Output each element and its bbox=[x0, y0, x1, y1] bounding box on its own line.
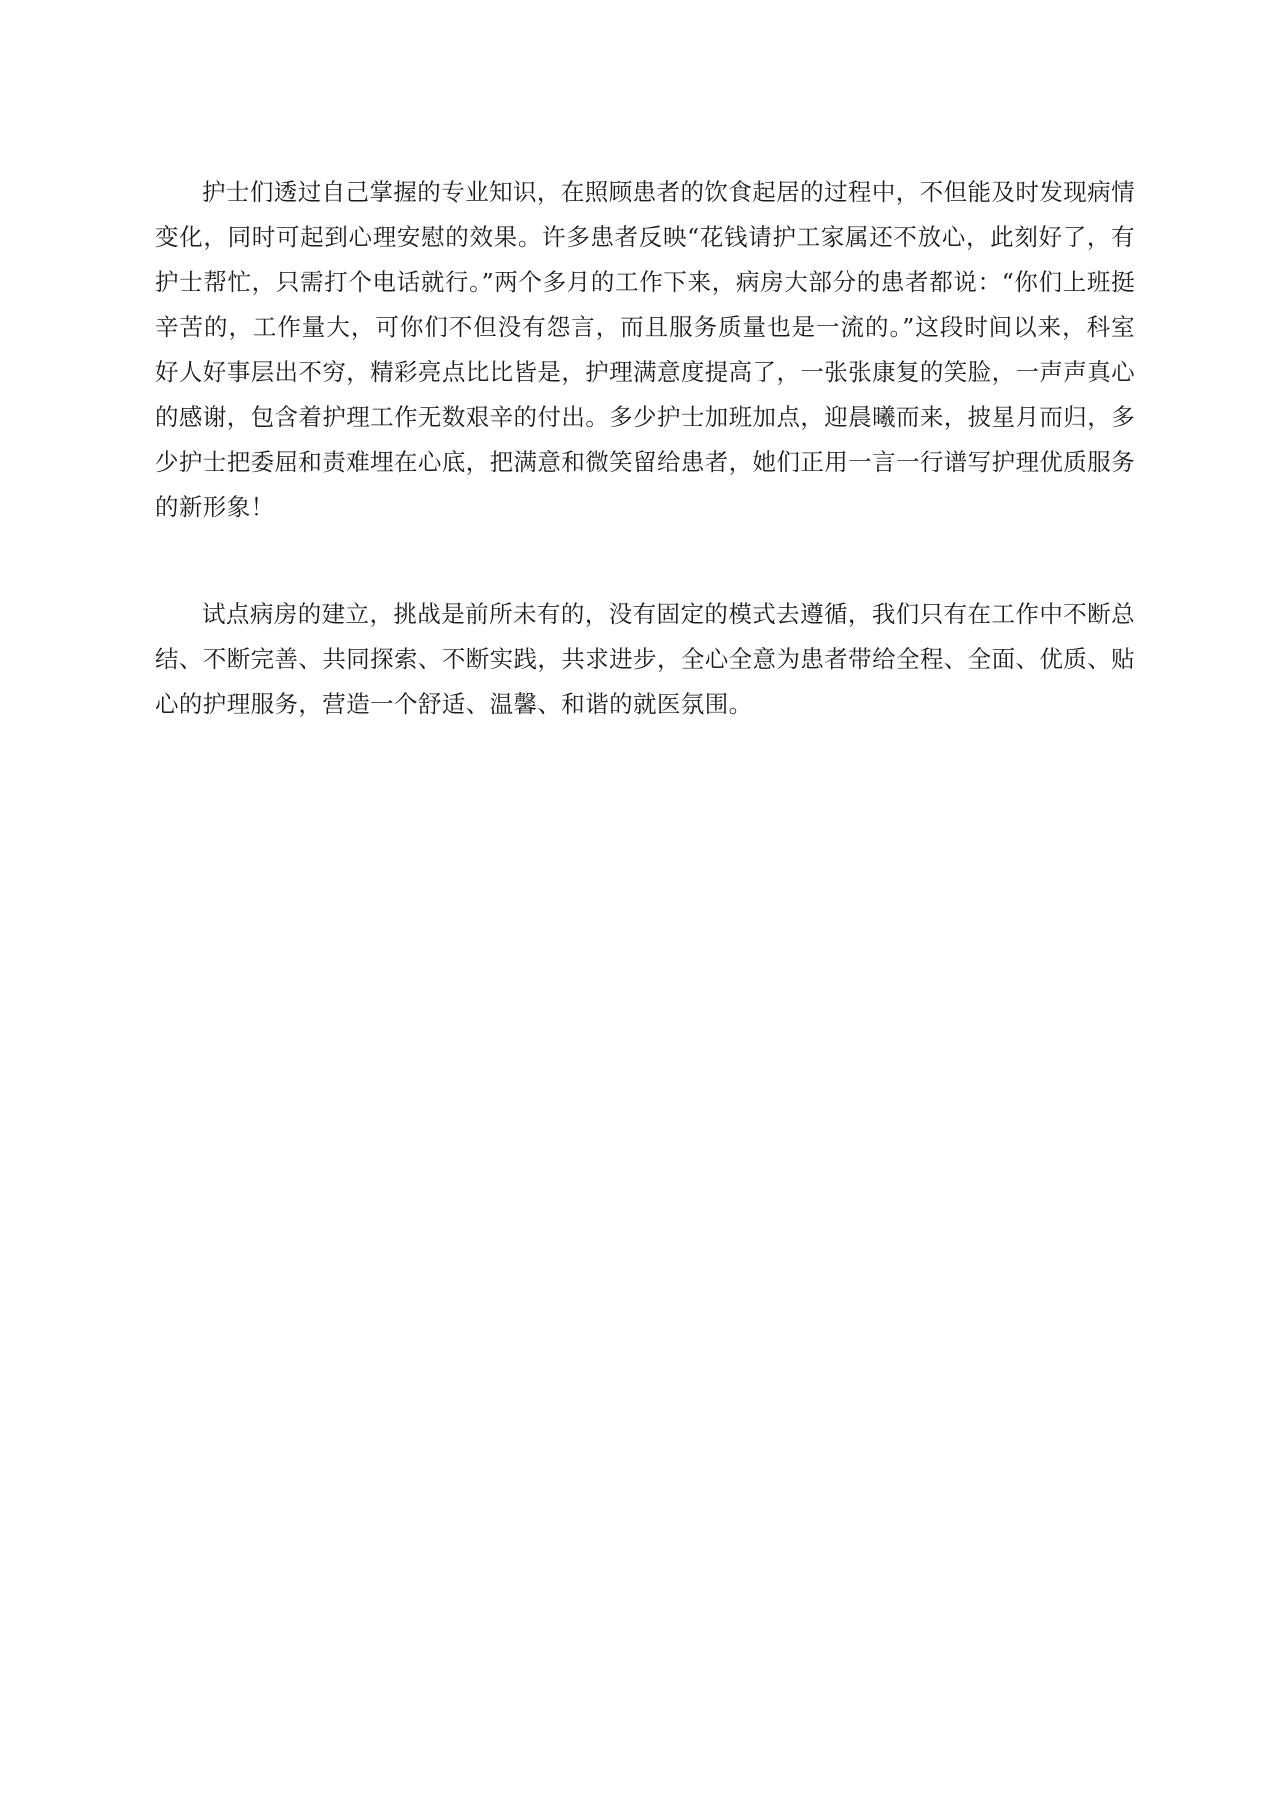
paragraph-pilot-ward: 试点病房的建立，挑战是前所未有的，没有固定的模式去遵循，我们只有在工作中不断总结、不断完善、共同探索、不断实践，共求进步，全心全意为患者带给全程、全面、优质、贴心的护理服务，营造一个舒适、温馨、和谐的就医氛围。 bbox=[155, 600, 1135, 718]
paragraph-nursing-service: 护士们透过自己掌握的专业知识，在照顾患者的饮食起居的过程中，不但能及时发现病情变化，同时可起到心理安慰的效果。许多患者反映“花钱请护工家属还不放心，此刻好了，有护士帮忙，只需打个电话就行。”两个多月的工作下来，病房大部分的患者都说：“你们上班挺辛苦的，工作量大，可你们不但没有怨言，而且服务质量也是一流的。”这段时间以来，科室好人好事层出不穷，精彩亮点比比皆是，护理满意度提高了，一张张康复的笑脸，一声声真心的感谢，包含着护理工作无数艰辛的付出。多少护士加班加点，迎晨曦而来，披星月而归，多少护士把委屈和责难埋在心底，把满意和微笑留给患者，她们正用一言一行谱写护理优质服务的新形象！ bbox=[155, 178, 1135, 521]
document-body bbox=[155, 170, 1135, 727]
